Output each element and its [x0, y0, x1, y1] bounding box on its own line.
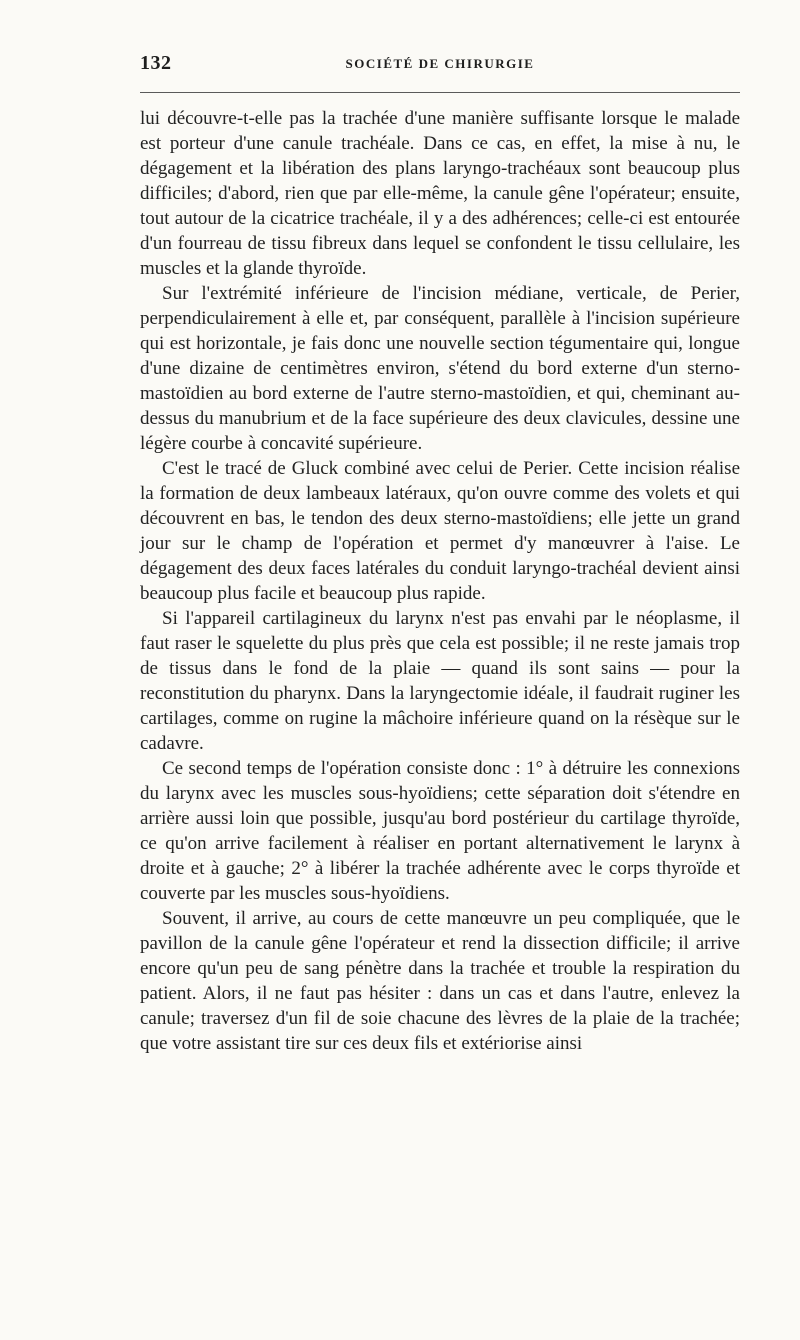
running-head: SOCIÉTÉ DE CHIRURGIE [345, 56, 535, 71]
paragraph: Ce second temps de l'opération consiste donc : 1° à détruire les connexions du larynx avec les muscles sous-hyoïdiens; cette séparation doit s'étendre en arrière aussi loin que possible, jusqu'au bord postérieur du cartilage thyroïde, ce qu'on arrive facilement à réaliser en portant alternativement le larynx à droite et à gauche; 2° à libérer la trachée adhérente avec le corps thyroïde et couverte par les muscles sous-hyoïdiens. [140, 758, 740, 904]
page-number: 132 [140, 52, 172, 74]
page-header [140, 52, 740, 76]
paragraph: lui découvre-t-elle pas la trachée d'une manière suffisante lorsque le malade est porteur d'une canule trachéale. Dans ce cas, en effet, la mise à nu, le dégagement et la libération des plans laryngo-trachéaux sont beaucoup plus difficiles; d'abord, rien que par elle-même, la canule gêne l'opérateur; ensuite, tout autour de la cicatrice trachéale, il y a des adhérences; celle-ci est entourée d'un fourreau de tissu fibreux dans lequel se confondent le tissu cellulaire, les muscles et la glande thyroïde. [140, 108, 740, 279]
paragraph: Si l'appareil cartilagineux du larynx n'est pas envahi par le néoplasme, il faut raser le squelette du plus près que cela est possible; il ne reste jamais trop de tissus dans le fond de la plaie — quand ils sont sains — pour la reconstitution du pharynx. Dans la laryngectomie idéale, il faudrait ruginer les cartilages, comme on rugine la mâchoire inférieure quand on la résèque sur le cadavre. [140, 608, 740, 754]
paragraph: Sur l'extrémité inférieure de l'incision médiane, verticale, de Perier, perpendiculairement à elle et, par conséquent, parallèle à l'incision supérieure qui est horizontale, je fais donc une nouvelle section tégumentaire qui, longue d'une dizaine de centimètres environ, s'étend du bord externe d'un sterno-mastoïdien au bord externe de l'autre sterno-mastoïdien, et qui, cheminant au-dessus du manubrium et de la face supérieure des deux clavicules, dessine une légère courbe à concavité supérieure. [140, 283, 740, 454]
paragraph: C'est le tracé de Gluck combiné avec celui de Perier. Cette incision réalise la formation de deux lambeaux latéraux, qu'on ouvre comme des volets et qui découvrent en bas, le tendon des deux sterno-mastoïdiens; elle jette un grand jour sur le champ de l'opération et permet d'y manœuvrer à l'aise. Le dégagement des deux faces latérales du conduit laryngo-trachéal devient ainsi beaucoup plus facile et beaucoup plus rapide. [140, 458, 740, 604]
header-rule [140, 92, 740, 93]
body-text [140, 106, 740, 1056]
paragraph: Souvent, il arrive, au cours de cette manœuvre un peu compliquée, que le pavillon de la canule gêne l'opérateur et rend la dissection difficile; il arrive encore qu'un peu de sang pénètre dans la trachée et trouble la respiration du patient. Alors, il ne faut pas hésiter : dans un cas et dans l'autre, enlevez la canule; traversez d'un fil de soie chacune des lèvres de la plaie de la trachée; que votre assistant tire sur ces deux fils et extériorise ainsi [140, 908, 740, 1054]
